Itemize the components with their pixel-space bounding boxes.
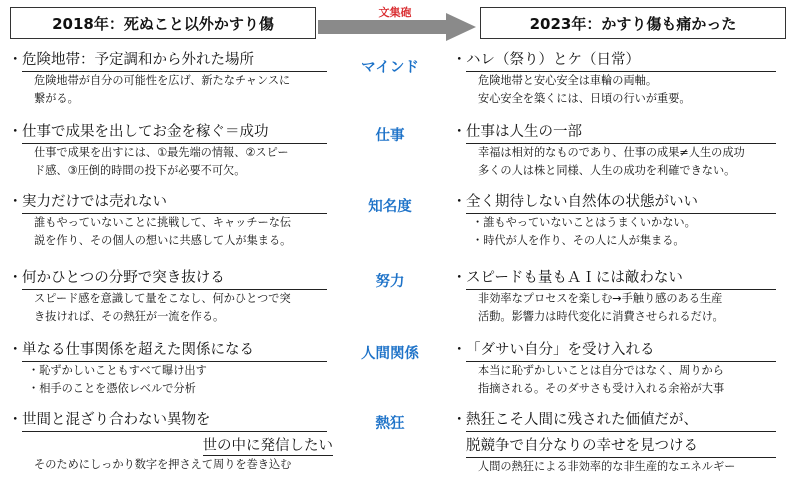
right-entry [452, 340, 792, 398]
right-entry [452, 410, 792, 476]
right-line: 多くの人は株と同様、人生の成功を利確できない。 [478, 164, 736, 177]
left-line: 仕事で成果を出すには、①最先端の情報、②スピー [34, 146, 289, 159]
right-entry [452, 50, 792, 108]
right-heading: 熱狂こそ人間に残された価値だが、 [466, 410, 776, 432]
right-title-box [480, 7, 786, 39]
right-line: 指摘される。そのダサさも受け入れる余裕が大事 [478, 382, 725, 395]
left-title: 2018年：死ぬこと以外かすり傷 [52, 14, 274, 33]
left-heading: 危険地帯：予定調和から外れた場所 [22, 50, 327, 72]
left-line: ・恥ずかしいこともすべて曝け出す [28, 364, 207, 377]
left-entry [8, 50, 353, 108]
left-heading: 仕事で成果を出してお金を稼ぐ＝成功 [22, 122, 327, 144]
left-heading: 世間と混ざり合わない異物を [22, 410, 327, 432]
bullet: ・ [8, 412, 23, 428]
right-heading: ハレ（祭り）とケ（日常） [466, 50, 776, 72]
topic-label: マインド [361, 60, 419, 76]
topic-label: 人間関係 [361, 346, 419, 362]
left-line: スピード感を意識して量をこなし、何かひとつで突 [34, 292, 291, 305]
left-entry [8, 122, 353, 180]
bullet: ・ [452, 342, 467, 358]
left-entry [8, 268, 353, 326]
left-line: 説を作り、その個人の想いに共感して人が集まる。 [34, 234, 292, 247]
topic-label: 努力 [375, 274, 405, 290]
bullet: ・ [452, 124, 467, 140]
left-entry [8, 192, 353, 250]
right-line: 非効率なプロセスを楽しむ→手触り感のある生産 [478, 292, 723, 305]
right-heading: スピードも量もＡＩには敵わない [466, 268, 776, 290]
bullet: ・ [452, 270, 467, 286]
right-line: 人間の熱狂による非効率的な非生産的なエネルギー [478, 460, 736, 473]
bullet: ・ [8, 194, 23, 210]
left-title-box [10, 7, 316, 39]
left-heading: 実力だけでは売れない [22, 192, 327, 214]
topic-label: 熱狂 [375, 416, 405, 432]
left-entry [8, 410, 353, 474]
bullet: ・ [8, 124, 23, 140]
right-line: ・誰もやっていないことはうまくいかない。 [472, 216, 696, 229]
bullet: ・ [8, 342, 23, 358]
right-entry [452, 268, 792, 326]
left-line: 繋がる。 [34, 92, 79, 105]
right-entry [452, 122, 792, 180]
right-heading-line2: 脱競争で自分なりの幸せを見つける [466, 436, 776, 458]
right-title: 2023年：かすり傷も痛かった [529, 14, 737, 33]
bullet: ・ [452, 194, 467, 210]
left-heading: 何かひとつの分野で突き抜ける [22, 268, 327, 290]
right-line: 本当に恥ずかしいことは自分ではなく、周りから [478, 364, 724, 377]
topic-label: 仕事 [375, 128, 405, 144]
left-entry [8, 340, 353, 398]
arrow-label: 文集砲 [378, 6, 412, 19]
right-line: 幸福は相対的なものであり、仕事の成果≠人生の成功 [478, 146, 745, 159]
left-line: き抜ければ、その熱狂が一流を作る。 [34, 310, 225, 323]
bullet: ・ [452, 52, 467, 68]
left-line: 誰もやっていないことに挑戦して、キャッチーな伝 [34, 216, 292, 229]
right-line: ・時代が人を作り、その人に人が集まる。 [472, 234, 685, 247]
right-line: 活動。影響力は時代変化に消費させられるだけ。 [478, 310, 724, 323]
topic-label: 知名度 [368, 199, 412, 215]
bullet: ・ [452, 412, 467, 428]
right-heading: 仕事は人生の一部 [466, 122, 776, 144]
right-heading: 全く期待しない自然体の状態がいい [466, 192, 776, 214]
right-line: 危険地帯と安心安全は車輪の両軸。 [478, 74, 658, 87]
right-heading: 「ダサい自分」を受け入れる [466, 340, 776, 362]
left-line: そのためにしっかり数字を押さえて周りを巻き込む [34, 458, 292, 471]
right-entry [452, 192, 792, 250]
left-line: 危険地帯が自分の可能性を広げ、新たなチャンスに [34, 74, 291, 87]
right-line: 安心安全を築くには、日頃の行いが重要。 [478, 92, 691, 105]
left-line: ・相手のことを憑依レベルで分析 [28, 382, 196, 395]
bullet: ・ [8, 52, 23, 68]
left-heading-line2: 世の中に発信したい [202, 438, 333, 454]
left-heading: 単なる仕事関係を超えた関係になる [22, 340, 327, 362]
bullet: ・ [8, 270, 23, 286]
left-line: ド感、③圧倒的時間の投下が必要不可欠。 [34, 164, 246, 177]
